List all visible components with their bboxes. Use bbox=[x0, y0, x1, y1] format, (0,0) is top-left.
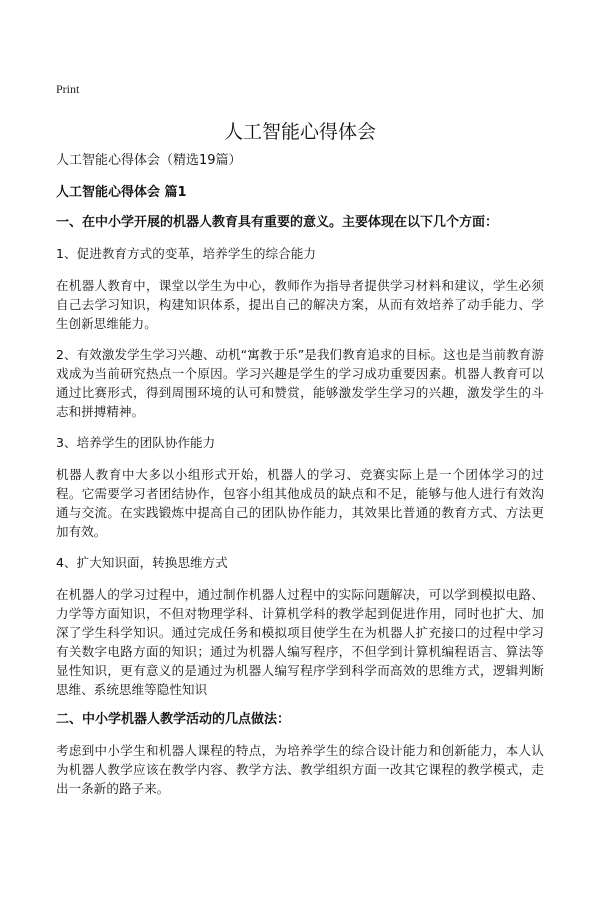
list-item-1: 1、促进教育方式的变革，培养学生的综合能力 bbox=[56, 246, 317, 261]
document-subtitle: 人工智能心得体会（精选19篇） bbox=[56, 153, 242, 168]
document-title: 人工智能心得体会 bbox=[223, 121, 376, 143]
paragraph-2: 2、有效激发学生学习兴趣、动机“寓教于乐”是我们教育追求的目标。这也是当前教育游戏成为当前研究热点一个原因。学习兴趣是学生的学习成功重要因素。机器人教育可以通过比赛形式，得到周围环境的认可和赞赏，能够激发学生学习的兴趣，激发学生的斗志和拼搏精神。 bbox=[56, 347, 544, 419]
paragraph-4: 在机器人的学习过程中，通过制作机器人过程中的实际问题解决，可以学到模拟电路、力学等方面知识，不但对物理学科、计算机学科的教学起到促进作用，同时也扩大、加深了学生科学知识。通过完成任务和模拟项目使学生在为机器人扩充接口的过程中学习有关数字电路方面的知识；通过为机器人编写程序，不但学到计算机编程语言、算法等显性知识，更有意义的是通过为机器人编写程序学到科学而高效的思维方式，逻辑判断思维、系统思维等隐性知识 bbox=[56, 587, 544, 697]
part-heading: 人工智能心得体会 篇1 bbox=[56, 185, 187, 200]
paragraph-3: 机器人教育中大多以小组形式开始，机器人的学习、竞赛实际上是一个团体学习的过程。它需要学习者团结协作，包容小组其他成员的缺点和不足，能够与他人进行有效沟通与交流。在实践锻炼中提高自己的团队协作能力，其效果比普通的教育方式、方法更加有效。 bbox=[56, 467, 544, 539]
section-heading-2: 二、中小学机器人教学活动的几点做法： bbox=[56, 712, 291, 727]
paragraph-5: 考虑到中小学生和机器人课程的特点，为培养学生的综合设计能力和创新能力，本人认为机器人教学应该在教学内容、教学方法、教学组织方面一改其它课程的教学模式，走出一条新的路子来。 bbox=[56, 743, 544, 796]
list-item-3: 3、培养学生的团队协作能力 bbox=[56, 435, 216, 450]
document-body bbox=[56, 152, 544, 810]
paragraph-1: 在机器人教育中，课堂以学生为中心，教师作为指导者提供学习材料和建议，学生必须自己去学习知识，构建知识体系，提出自己的解决方案，从而有效培养了动手能力、学生创新思维能力。 bbox=[56, 278, 544, 331]
section-heading-1: 一、在中小学开展的机器人教育具有重要的意义。主要体现在以下几个方面： bbox=[56, 215, 499, 230]
print-label: Print bbox=[56, 82, 80, 96]
list-item-4: 4、扩大知识面，转换思维方式 bbox=[56, 555, 228, 570]
